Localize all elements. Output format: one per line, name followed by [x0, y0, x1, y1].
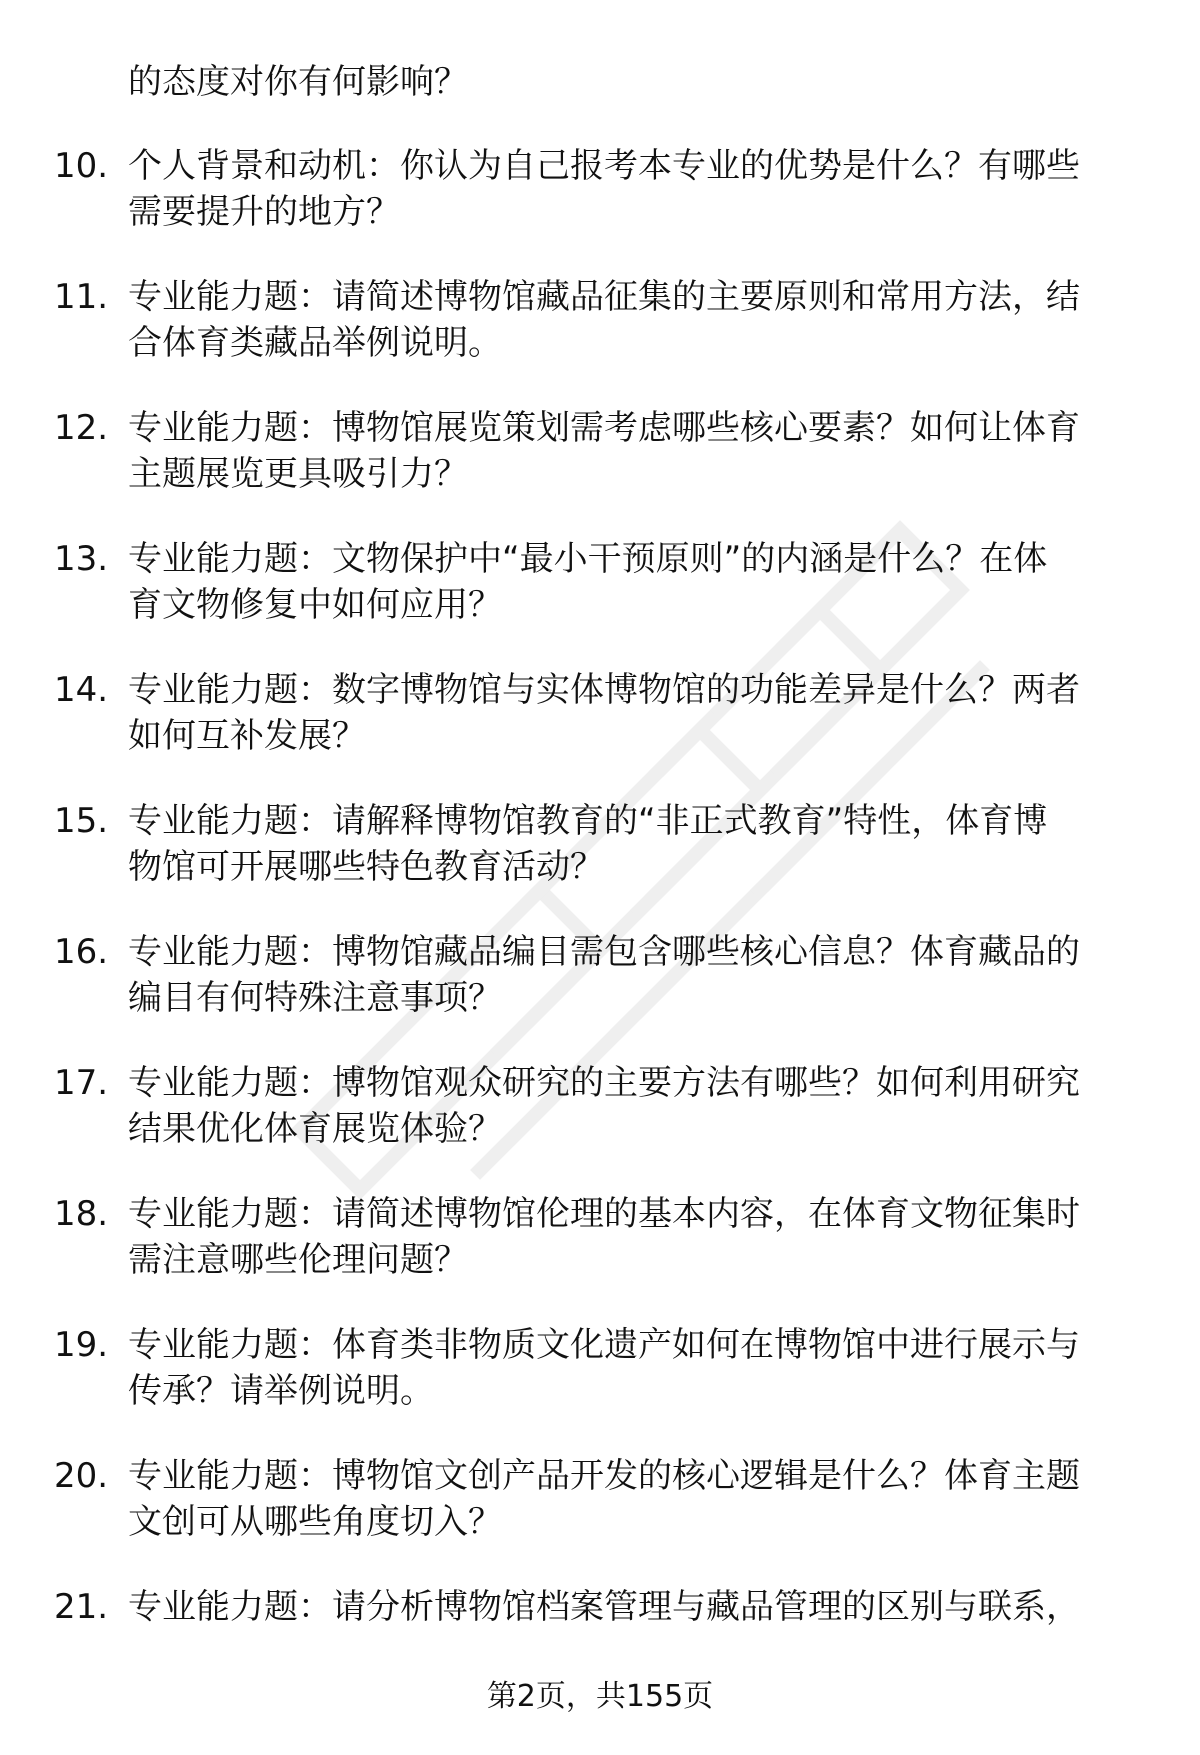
- question-text-line-1: 专业能力题：博物馆藏品编目需包含哪些核心信息？体育藏品的: [128, 932, 1080, 972]
- question-text-line-1: 专业能力题：请简述博物馆藏品征集的主要原则和常用方法，结: [128, 277, 1080, 317]
- question-text-line-2: 需注意哪些伦理问题？: [128, 1240, 468, 1280]
- question-number: 10.: [54, 146, 109, 186]
- question-text-line-2: 传承？请举例说明。: [128, 1371, 434, 1411]
- question-number: 19.: [54, 1325, 109, 1365]
- question-list: [0, 142, 1200, 1714]
- question-text-line-1: 专业能力题：体育类非物质文化遗产如何在博物馆中进行展示与: [128, 1325, 1080, 1365]
- question-item: [0, 1059, 1200, 1190]
- question-text-line-1: 专业能力题：博物馆展览策划需考虑哪些核心要素？如何让体育: [128, 408, 1080, 448]
- question-number: 12.: [54, 408, 109, 448]
- question-text-line-2: 结果优化体育展览体验？: [128, 1109, 502, 1149]
- question-text-line-1: 专业能力题：请分析博物馆档案管理与藏品管理的区别与联系，: [128, 1587, 1080, 1627]
- question-text-line-1: 专业能力题：请简述博物馆伦理的基本内容，在体育文物征集时: [128, 1194, 1080, 1234]
- question-item: [0, 1452, 1200, 1583]
- question-item: [0, 273, 1200, 404]
- continued-question-text: 的态度对你有何影响？: [128, 62, 468, 102]
- question-number: 18.: [54, 1194, 109, 1234]
- question-text-line-1: 专业能力题：博物馆文创产品开发的核心逻辑是什么？体育主题: [128, 1456, 1080, 1496]
- question-item: [0, 404, 1200, 535]
- question-item: [0, 928, 1200, 1059]
- question-text-line-2: 物馆可开展哪些特色教育活动？: [128, 847, 604, 887]
- question-item: [0, 142, 1200, 273]
- question-text-line-2: 编目有何特殊注意事项？: [128, 978, 502, 1018]
- question-text-line-2: 合体育类藏品举例说明。: [128, 323, 502, 363]
- question-number: 21.: [54, 1587, 109, 1627]
- question-text-line-1: 专业能力题：数字博物馆与实体博物馆的功能差异是什么？两者: [128, 670, 1080, 710]
- question-item: [0, 666, 1200, 797]
- question-number: 20.: [54, 1456, 109, 1496]
- question-text-line-2: 需要提升的地方？: [128, 192, 400, 232]
- question-number: 17.: [54, 1063, 109, 1103]
- question-number: 16.: [54, 932, 109, 972]
- question-item: [0, 1190, 1200, 1321]
- question-number: 13.: [54, 539, 109, 579]
- question-number: 11.: [54, 277, 109, 317]
- question-text-line-2: 如何互补发展？: [128, 716, 366, 756]
- question-text-line-2: 育文物修复中如何应用？: [128, 585, 502, 625]
- page-footer: 第2页，共155页: [486, 1679, 714, 1714]
- question-text-line-2: 文创可从哪些角度切入？: [128, 1502, 502, 1542]
- question-text-line-1: 个人背景和动机：你认为自己报考本专业的优势是什么？有哪些: [128, 146, 1080, 186]
- question-text-line-1: 专业能力题：请解释博物馆教育的“非正式教育”特性，体育博: [128, 801, 1048, 841]
- question-text-line-1: 专业能力题：博物馆观众研究的主要方法有哪些？如何利用研究: [128, 1063, 1080, 1103]
- question-item: [0, 1321, 1200, 1452]
- question-item: [0, 797, 1200, 928]
- question-number: 14.: [54, 670, 109, 710]
- question-text-line-2: 主题展览更具吸引力？: [128, 454, 468, 494]
- question-text-line-1: 专业能力题：文物保护中“最小干预原则”的内涵是什么？在体: [128, 539, 1048, 579]
- question-item: [0, 535, 1200, 666]
- question-number: 15.: [54, 801, 109, 841]
